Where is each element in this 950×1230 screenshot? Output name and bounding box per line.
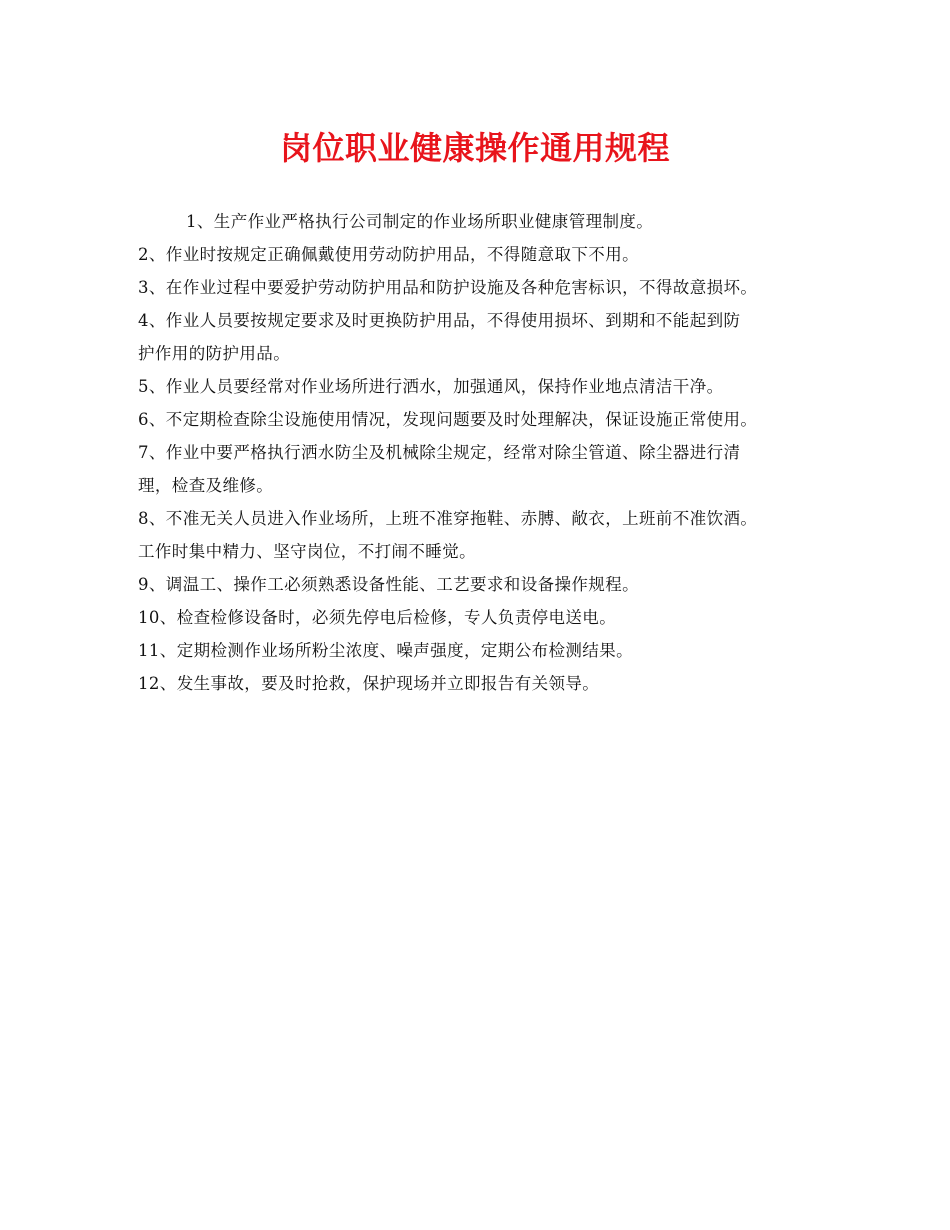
paragraph-line-11: 11、定期检测作业场所粉尘浓度、噪声强度，定期公布检测结果。 xyxy=(138,641,633,660)
paragraph-line-7-cont: 理，检查及维修。 xyxy=(138,476,274,495)
paragraph-line-9: 9、调温工、操作工必须熟悉设备性能、工艺要求和设备操作规程。 xyxy=(138,575,639,594)
paragraph-line-10: 10、检查检修设备时，必须先停电后检修，专人负责停电送电。 xyxy=(138,608,617,627)
paragraph-line-5: 5、作业人员要经常对作业场所进行洒水，加强通风，保持作业地点清洁干净。 xyxy=(138,377,724,396)
document-title: 岗位职业健康操作通用规程 xyxy=(279,129,670,167)
paragraph-line-6: 6、不定期检查除尘设施使用情况，发现问题要及时处理解决，保证设施正常使用。 xyxy=(138,410,758,429)
paragraph-line-8: 8、不准无关人员进入作业场所，上班不准穿拖鞋、赤膊、敞衣，上班前不准饮酒。 xyxy=(138,509,758,528)
paragraph-line-2: 2、作业时按规定正确佩戴使用劳动防护用品，不得随意取下不用。 xyxy=(138,245,639,264)
paragraph-line-8-cont: 工作时集中精力、坚守岗位，不打闹不睡觉。 xyxy=(138,542,476,561)
document-body xyxy=(138,205,838,700)
paragraph-line-7: 7、作业中要严格执行洒水防尘及机械除尘规定，经常对除尘管道、除尘器进行清 xyxy=(138,443,741,462)
paragraph-line-12: 12、发生事故，要及时抢救，保护现场并立即报告有关领导。 xyxy=(138,674,600,693)
paragraph-line-4: 4、作业人员要按规定要求及时更换防护用品，不得使用损坏、到期和不能起到防 xyxy=(138,311,741,330)
paragraph-line-4-cont: 护作用的防护用品。 xyxy=(138,344,291,363)
paragraph-line-1: 1、生产作业严格执行公司制定的作业场所职业健康管理制度。 xyxy=(186,212,654,231)
paragraph-line-3: 3、在作业过程中要爱护劳动防护用品和防护设施及各种危害标识，不得故意损坏。 xyxy=(138,278,758,297)
